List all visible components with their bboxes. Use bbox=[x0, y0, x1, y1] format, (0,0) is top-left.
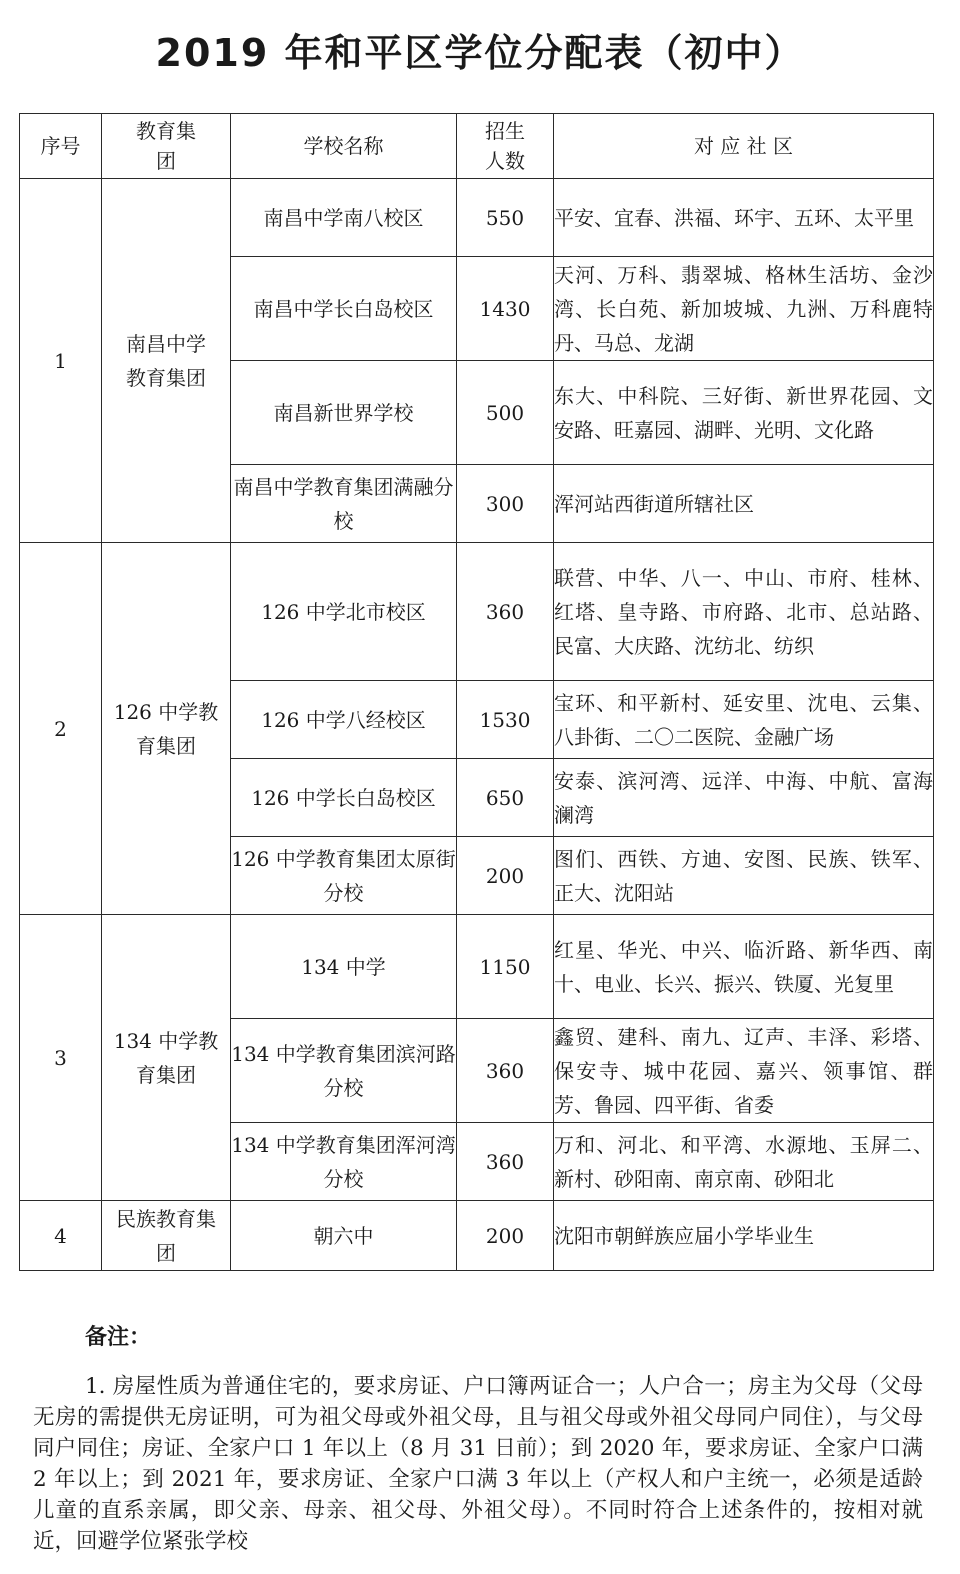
enroll-cell: 200 bbox=[457, 1201, 554, 1271]
table-row bbox=[20, 915, 934, 1019]
table-row bbox=[20, 1201, 934, 1271]
community-cell: 东大、中科院、三好街、新世界花园、文安路、旺嘉园、湖畔、光明、文化路 bbox=[554, 361, 934, 465]
community-cell: 沈阳市朝鲜族应届小学毕业生 bbox=[554, 1201, 934, 1271]
enroll-cell: 550 bbox=[457, 179, 554, 257]
seq-cell: 4 bbox=[20, 1201, 102, 1271]
seq-cell: 1 bbox=[20, 179, 102, 543]
header-school: 学校名称 bbox=[231, 114, 457, 179]
group-cell: 民族教育集团 bbox=[102, 1201, 231, 1271]
header-seq: 序号 bbox=[20, 114, 102, 179]
community-cell: 天河、万科、翡翠城、格林生活坊、金沙湾、长白苑、新加坡城、九洲、万科鹿特丹、马总、龙湖 bbox=[554, 257, 934, 361]
school-cell: 126 中学教育集团太原街分校 bbox=[231, 837, 457, 915]
community-cell: 红星、华光、中兴、临沂路、新华西、南十、电业、长兴、振兴、铁厦、光复里 bbox=[554, 915, 934, 1019]
school-cell: 126 中学北市校区 bbox=[231, 543, 457, 681]
notes-paragraph: 1. 房屋性质为普通住宅的，要求房证、户口簿两证合一；人户合一；房主为父母（父母无房的需提供无房证明，可为祖父母或外祖父母，且与祖父母或外祖父母同户同住），与父母同户同住；房证、全家户口 1 年以上（8 月 31 日前）；到 2020 年，要求房证、全家户口满 2 年以上；到 2021 年，要求房证、全家户口满 3 年以上（产权人和户主统一，必须是适龄儿童的直系亲属，即父亲、母亲、祖父母、外祖父母）。不同时符合上述条件的，按相对就近，回避学位紧张学校 bbox=[33, 1374, 923, 1554]
allocation-table bbox=[19, 113, 934, 1271]
group-cell: 南昌中学教育集团 bbox=[102, 179, 231, 543]
header-community: 对 应 社 区 bbox=[554, 114, 934, 179]
school-cell: 南昌中学南八校区 bbox=[231, 179, 457, 257]
group-cell: 126 中学教育集团 bbox=[102, 543, 231, 915]
group-cell: 134 中学教育集团 bbox=[102, 915, 231, 1201]
school-cell: 134 中学教育集团浑河湾分校 bbox=[231, 1123, 457, 1201]
school-cell: 朝六中 bbox=[231, 1201, 457, 1271]
community-cell: 联营、中华、八一、中山、市府、桂林、红塔、皇寺路、市府路、北市、总站路、民富、大庆路、沈纺北、纺织 bbox=[554, 543, 934, 681]
enroll-cell: 200 bbox=[457, 837, 554, 915]
enroll-cell: 360 bbox=[457, 1123, 554, 1201]
enroll-cell: 1150 bbox=[457, 915, 554, 1019]
table-row bbox=[20, 179, 934, 257]
enroll-cell: 300 bbox=[457, 465, 554, 543]
header-enroll: 招生人数 bbox=[457, 114, 554, 179]
header-group: 教育集团 bbox=[102, 114, 231, 179]
school-cell: 134 中学教育集团滨河路分校 bbox=[231, 1019, 457, 1123]
enroll-cell: 650 bbox=[457, 759, 554, 837]
enroll-cell: 360 bbox=[457, 1019, 554, 1123]
school-cell: 126 中学长白岛校区 bbox=[231, 759, 457, 837]
community-cell: 鑫贸、建科、南九、辽声、丰泽、彩塔、保安寺、城中花园、嘉兴、领事馆、群芳、鲁园、四平街、省委 bbox=[554, 1019, 934, 1123]
school-cell: 南昌中学教育集团满融分校 bbox=[231, 465, 457, 543]
enroll-cell: 360 bbox=[457, 543, 554, 681]
page-title: 2019 年和平区学位分配表（初中） bbox=[155, 31, 805, 75]
community-cell: 平安、宜春、洪福、环宇、五环、太平里 bbox=[554, 179, 934, 257]
notes-section bbox=[33, 1322, 923, 1557]
community-cell: 万和、河北、和平湾、水源地、玉屏二、新村、砂阳南、南京南、砂阳北 bbox=[554, 1123, 934, 1201]
notes-heading: 备注： bbox=[85, 1325, 152, 1350]
seq-cell: 2 bbox=[20, 543, 102, 915]
enroll-cell: 500 bbox=[457, 361, 554, 465]
table-row bbox=[20, 543, 934, 681]
table-header-row bbox=[20, 114, 934, 179]
community-cell: 图们、西铁、方迪、安图、民族、铁军、正大、沈阳站 bbox=[554, 837, 934, 915]
enroll-cell: 1530 bbox=[457, 681, 554, 759]
school-cell: 134 中学 bbox=[231, 915, 457, 1019]
seq-cell: 3 bbox=[20, 915, 102, 1201]
enroll-cell: 1430 bbox=[457, 257, 554, 361]
school-cell: 126 中学八经校区 bbox=[231, 681, 457, 759]
community-cell: 浑河站西街道所辖社区 bbox=[554, 465, 934, 543]
school-cell: 南昌新世界学校 bbox=[231, 361, 457, 465]
school-cell: 南昌中学长白岛校区 bbox=[231, 257, 457, 361]
community-cell: 安泰、滨河湾、远洋、中海、中航、富海澜湾 bbox=[554, 759, 934, 837]
community-cell: 宝环、和平新村、延安里、沈电、云集、八卦街、二〇二医院、金融广场 bbox=[554, 681, 934, 759]
